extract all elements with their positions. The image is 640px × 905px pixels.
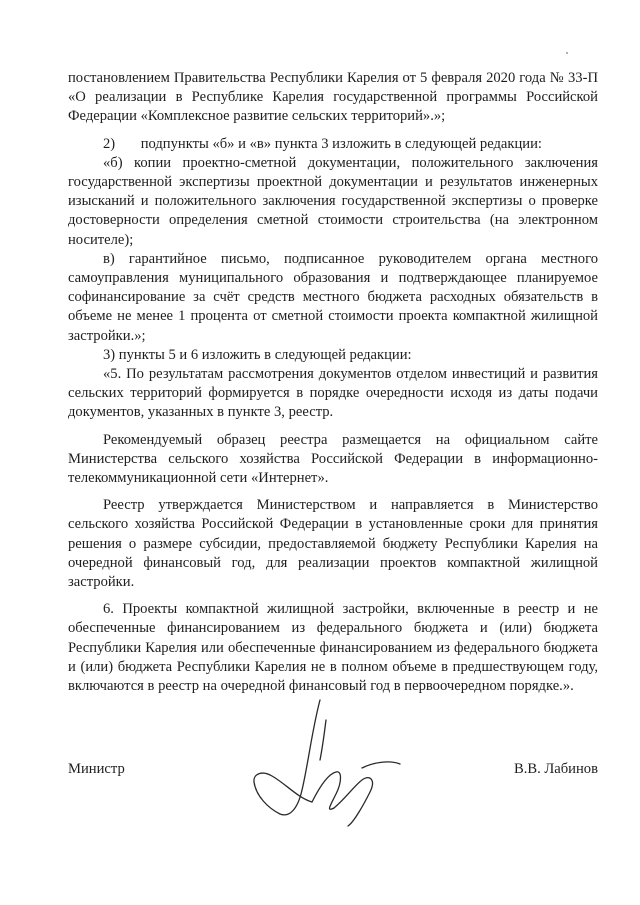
paragraph-registry-sample: Рекомендуемый образец реестра размещается на официальном сайте Министерства сельского хозяйства Российской Федерации в информационно-телекоммуникационной сети «Интернет». xyxy=(68,431,598,487)
document-body xyxy=(68,69,598,696)
paragraph-item-3: 3) пункты 5 и 6 изложить в следующей редакции: xyxy=(103,346,412,363)
paragraph-subitem-b: «б) копии проектно-сметной документации, положительного заключения государственной экспертизы проектной документации и результатов инженерных изысканий и положительного заключения государственной экспертизы о проверке достоверности определения сметной стоимости строительства (на электронном носителе); xyxy=(68,154,598,248)
paragraph-point-5: «5. По результатам рассмотрения документов отделом инвестиций и развития сельских территорий формируется в порядке очередности исходя из даты подачи документов, указанных в пункте 3, реестр. xyxy=(68,366,598,421)
paragraph-item-2: 2) подпункты «б» и «в» пункта 3 изложить в следующей редакции: xyxy=(103,135,542,152)
signatory-role: Министр xyxy=(68,761,125,777)
paragraph-subitem-v: в) гарантийное письмо, подписанное руководителем органа местного самоуправления муниципального образования и подтверждающее планируемое софинансирование за счёт средств местного бюджета расходных обязательств в объеме не менее 1 процента от сметной стоимости проекта компактной жилищной застройки.»; xyxy=(68,250,598,344)
signatory-name: В.В. Лабинов xyxy=(513,761,598,777)
paragraph-registry-approval: Реестр утверждается Министерством и направляется в Министерство сельского хозяйства Российской Федерации в установленные сроки для принятия решения о размере субсидии, предоставляемой бюджету Республики Карелия на очередной финансовый год, для реализации проектов компактной жилищной застройки. xyxy=(68,497,598,591)
paragraph-continuation: постановлением Правительства Республики Карелия от 5 февраля 2020 года № 33-П «О реализации в Республике Карелия государственной программы Российской Федерации «Комплексное развитие сельских территорий».»; xyxy=(68,70,598,125)
scan-speck xyxy=(566,52,568,54)
paragraph-point-6: 6. Проекты компактной жилищной застройки, включенные в реестр и не обеспеченные финансированием из федерального бюджета и (или) бюджета Республики Карелия или обеспеченные финансированием из федерального бюджета и (или) бюджета Республики Карелия не в полном объеме в предшествующем году, включаются в реестр на очередной финансовый год в первоочередном порядке.». xyxy=(68,601,598,695)
handwritten-signature xyxy=(250,690,420,830)
